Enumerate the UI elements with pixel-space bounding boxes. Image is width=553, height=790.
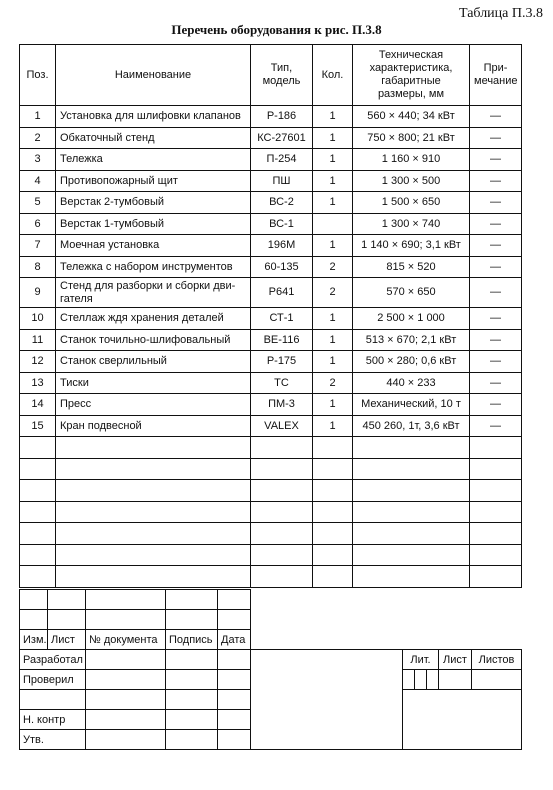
cell-note xyxy=(470,501,522,523)
cell-name: Стеллаж ждя хранения деталей xyxy=(56,308,251,330)
stamp-list: Лист xyxy=(48,630,86,650)
empty-row xyxy=(20,544,522,566)
stamp-approved: Утв. xyxy=(20,730,86,750)
table-row xyxy=(20,372,522,394)
cell-note: — xyxy=(470,149,522,171)
cell-name: Тележка xyxy=(56,149,251,171)
stamp-developed: Разработал xyxy=(20,650,86,670)
table-number: Таблица П.3.8 xyxy=(459,6,543,21)
stamp-izm: Изм. xyxy=(20,630,48,650)
cell-pos: 11 xyxy=(20,329,56,351)
cell-spec: 440 × 233 xyxy=(353,372,470,394)
cell-qty: 1 xyxy=(313,170,353,192)
cell-name: Противопожарный щит xyxy=(56,170,251,192)
cell-name xyxy=(56,566,251,588)
cell-type: VALEX xyxy=(251,415,313,437)
cell-name: Пресс xyxy=(56,394,251,416)
cell-pos: 13 xyxy=(20,372,56,394)
empty-row xyxy=(20,437,522,459)
cell-pos xyxy=(20,501,56,523)
cell-note xyxy=(470,458,522,480)
cell-note: — xyxy=(470,278,522,308)
header-spec: Техническая характеристика, габаритные размеры, мм xyxy=(353,45,470,106)
cell-qty: 2 xyxy=(313,278,353,308)
stamp-sign: Подпись xyxy=(166,630,218,650)
cell-qty: 1 xyxy=(313,329,353,351)
cell-spec: 1 300 × 740 xyxy=(353,213,470,235)
cell-pos xyxy=(20,523,56,545)
cell-type: ВС-1 xyxy=(251,213,313,235)
stamp-date: Дата xyxy=(218,630,251,650)
cell-name xyxy=(56,480,251,502)
cell-spec: 560 × 440; 34 кВт xyxy=(353,106,470,128)
cell-note: — xyxy=(470,308,522,330)
table-row xyxy=(20,106,522,128)
cell-spec: 750 × 800; 21 кВт xyxy=(353,127,470,149)
cell-note xyxy=(470,480,522,502)
cell-name: Станок точильно-шлифовальный xyxy=(56,329,251,351)
table-row xyxy=(20,415,522,437)
cell-spec xyxy=(353,544,470,566)
header-pos: Поз. xyxy=(20,45,56,106)
table-row xyxy=(20,329,522,351)
cell-note: — xyxy=(470,329,522,351)
cell-qty: 1 xyxy=(313,351,353,373)
cell-qty xyxy=(313,458,353,480)
cell-name: Стенд для разборки и сборки дви-гателя xyxy=(56,278,251,308)
header-qty: Кол. xyxy=(313,45,353,106)
cell-type xyxy=(251,544,313,566)
cell-spec: 500 × 280; 0,6 кВт xyxy=(353,351,470,373)
cell-type: 60-135 xyxy=(251,256,313,278)
cell-note xyxy=(470,437,522,459)
cell-type: ТС xyxy=(251,372,313,394)
table-row xyxy=(20,256,522,278)
cell-name xyxy=(56,501,251,523)
cell-spec xyxy=(353,480,470,502)
cell-qty xyxy=(313,544,353,566)
table-row xyxy=(20,170,522,192)
cell-pos: 2 xyxy=(20,127,56,149)
cell-type: ПМ-3 xyxy=(251,394,313,416)
cell-note: — xyxy=(470,106,522,128)
cell-spec xyxy=(353,566,470,588)
title-block xyxy=(19,589,522,750)
cell-note: — xyxy=(470,235,522,257)
cell-type: П-254 xyxy=(251,149,313,171)
table-row xyxy=(20,278,522,308)
cell-note: — xyxy=(470,127,522,149)
stamp-lit: Лит. xyxy=(403,650,439,670)
cell-pos xyxy=(20,437,56,459)
cell-name xyxy=(56,544,251,566)
cell-pos: 4 xyxy=(20,170,56,192)
cell-name: Установка для шлифовки клапанов xyxy=(56,106,251,128)
cell-spec xyxy=(353,458,470,480)
cell-type: 196М xyxy=(251,235,313,257)
cell-qty: 2 xyxy=(313,372,353,394)
cell-name xyxy=(56,458,251,480)
cell-note: — xyxy=(470,192,522,214)
cell-spec: 1 160 × 910 xyxy=(353,149,470,171)
cell-pos xyxy=(20,458,56,480)
cell-type: Р641 xyxy=(251,278,313,308)
cell-pos: 14 xyxy=(20,394,56,416)
cell-type xyxy=(251,523,313,545)
cell-note xyxy=(470,523,522,545)
cell-note: — xyxy=(470,351,522,373)
cell-name: Верстак 2-тумбовый xyxy=(56,192,251,214)
cell-type: ВС-2 xyxy=(251,192,313,214)
table-row xyxy=(20,149,522,171)
empty-row xyxy=(20,501,522,523)
cell-qty xyxy=(313,501,353,523)
cell-qty xyxy=(313,213,353,235)
empty-row xyxy=(20,523,522,545)
cell-type: ПШ xyxy=(251,170,313,192)
stamp-checked: Проверил xyxy=(20,670,86,690)
table-row xyxy=(20,192,522,214)
cell-name: Тиски xyxy=(56,372,251,394)
stamp-doc: № документа xyxy=(86,630,166,650)
cell-pos: 15 xyxy=(20,415,56,437)
cell-qty: 1 xyxy=(313,127,353,149)
cell-pos: 10 xyxy=(20,308,56,330)
cell-pos: 1 xyxy=(20,106,56,128)
cell-name: Станок сверлильный xyxy=(56,351,251,373)
cell-spec: 2 500 × 1 000 xyxy=(353,308,470,330)
cell-type xyxy=(251,480,313,502)
cell-note: — xyxy=(470,394,522,416)
empty-row xyxy=(20,566,522,588)
cell-note: — xyxy=(470,415,522,437)
cell-pos xyxy=(20,566,56,588)
cell-spec: 1 140 × 690; 3,1 кВт xyxy=(353,235,470,257)
cell-type: Р-186 xyxy=(251,106,313,128)
cell-type: Р-175 xyxy=(251,351,313,373)
cell-qty: 1 xyxy=(313,415,353,437)
table-row xyxy=(20,394,522,416)
cell-note xyxy=(470,566,522,588)
table-row xyxy=(20,127,522,149)
table-row xyxy=(20,213,522,235)
equipment-table xyxy=(19,44,522,588)
cell-name xyxy=(56,523,251,545)
stamp-ncontrol: Н. контр xyxy=(20,710,86,730)
header-type: Тип, модель xyxy=(251,45,313,106)
cell-note: — xyxy=(470,372,522,394)
cell-type xyxy=(251,437,313,459)
cell-name: Верстак 1-тумбовый xyxy=(56,213,251,235)
empty-row xyxy=(20,480,522,502)
cell-note: — xyxy=(470,256,522,278)
cell-spec xyxy=(353,437,470,459)
cell-pos: 3 xyxy=(20,149,56,171)
cell-spec xyxy=(353,501,470,523)
cell-type xyxy=(251,458,313,480)
cell-spec: Механический, 10 т xyxy=(353,394,470,416)
cell-pos: 9 xyxy=(20,278,56,308)
empty-row xyxy=(20,458,522,480)
page-title: Перечень оборудования к рис. П.3.8 xyxy=(171,22,382,37)
stamp-sheet: Лист xyxy=(439,650,472,670)
cell-name: Моечная установка xyxy=(56,235,251,257)
cell-qty: 2 xyxy=(313,256,353,278)
cell-spec: 1 300 × 500 xyxy=(353,170,470,192)
cell-pos: 7 xyxy=(20,235,56,257)
cell-spec: 815 × 520 xyxy=(353,256,470,278)
cell-qty xyxy=(313,480,353,502)
cell-spec: 1 500 × 650 xyxy=(353,192,470,214)
cell-pos: 6 xyxy=(20,213,56,235)
cell-qty: 1 xyxy=(313,308,353,330)
cell-qty: 1 xyxy=(313,106,353,128)
cell-type: КС-27601 xyxy=(251,127,313,149)
cell-type: ВЕ-116 xyxy=(251,329,313,351)
cell-name: Обкаточный стенд xyxy=(56,127,251,149)
cell-note: — xyxy=(470,213,522,235)
cell-name: Тележка с набором инструментов xyxy=(56,256,251,278)
header-name: Наименование xyxy=(56,45,251,106)
cell-spec xyxy=(353,523,470,545)
cell-qty: 1 xyxy=(313,149,353,171)
table-row xyxy=(20,308,522,330)
header-note: При-мечание xyxy=(470,45,522,106)
cell-note: — xyxy=(470,170,522,192)
table-row xyxy=(20,235,522,257)
cell-spec: 513 × 670; 2,1 кВт xyxy=(353,329,470,351)
cell-pos xyxy=(20,544,56,566)
cell-type xyxy=(251,501,313,523)
cell-qty: 1 xyxy=(313,394,353,416)
cell-pos: 12 xyxy=(20,351,56,373)
cell-name xyxy=(56,437,251,459)
cell-name: Кран подвесной xyxy=(56,415,251,437)
cell-note xyxy=(470,544,522,566)
cell-qty: 1 xyxy=(313,235,353,257)
cell-qty xyxy=(313,523,353,545)
stamp-sheets: Листов xyxy=(472,650,522,670)
cell-qty xyxy=(313,437,353,459)
cell-pos: 8 xyxy=(20,256,56,278)
table-header-row xyxy=(20,45,522,106)
cell-pos xyxy=(20,480,56,502)
cell-qty xyxy=(313,566,353,588)
cell-type xyxy=(251,566,313,588)
cell-type: СТ-1 xyxy=(251,308,313,330)
cell-pos: 5 xyxy=(20,192,56,214)
cell-spec: 570 × 650 xyxy=(353,278,470,308)
table-row xyxy=(20,351,522,373)
cell-spec: 450 260, 1т, 3,6 кВт xyxy=(353,415,470,437)
cell-qty: 1 xyxy=(313,192,353,214)
